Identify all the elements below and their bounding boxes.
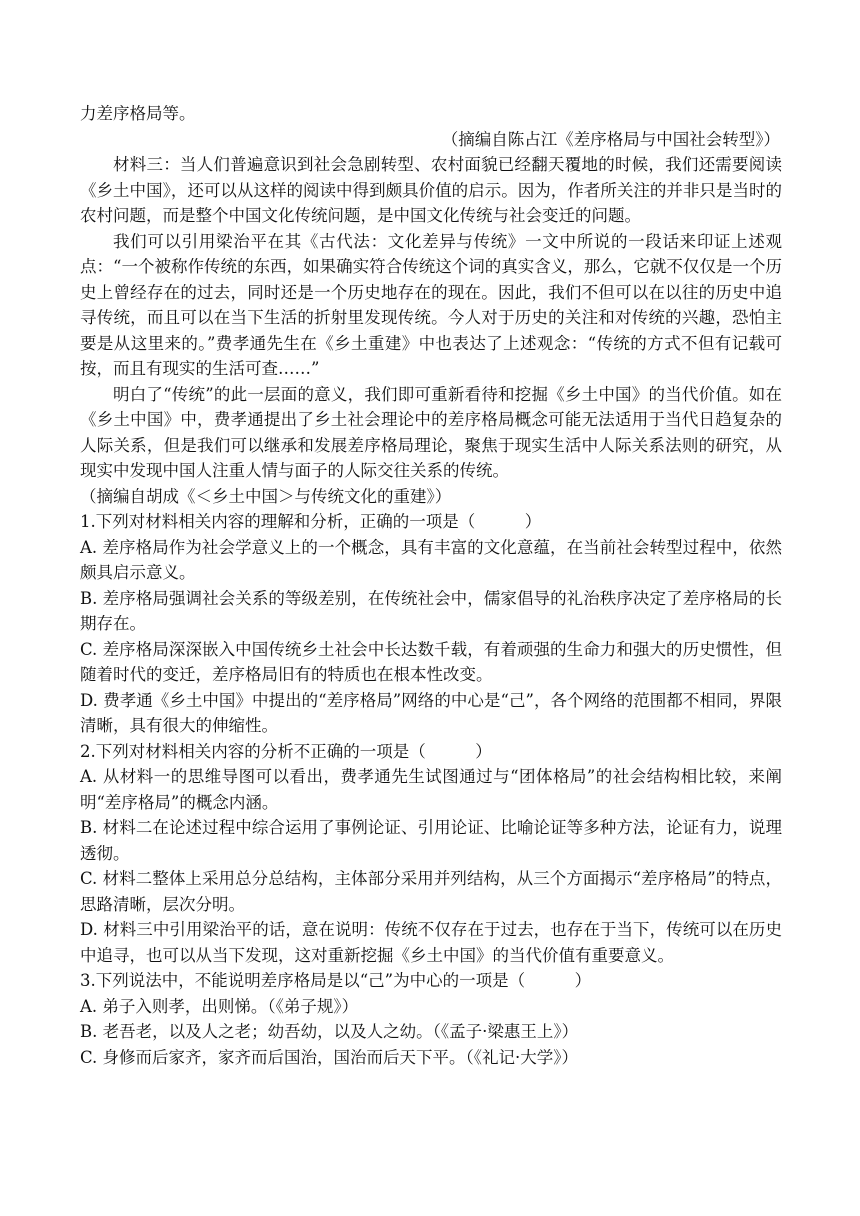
option-a: A. 差序格局作为社会学意义上的一个概念，具有丰富的文化意蕴，在当前社会转型过程中，依然颇具启示意义。 xyxy=(80,537,782,582)
option-c: C. 差序格局深深嵌入中国传统乡土社会中长达数千载，有着顽强的生命力和强大的历史惯性，但随着时代的变迁，差序格局旧有的特质也在根本性改变。 xyxy=(80,639,782,684)
question-stem: 2.下列对材料相关内容的分析不正确的一项是（ ） xyxy=(80,741,492,761)
paragraph-tradition-meaning: 明白了“传统”的此一层面的意义，我们即可重新看待和挖掘《乡土中国》的当代价值。如在《乡土中国》中，费孝通提出了乡土社会理论中的差序格局概念可能无法适用于当代日趋复杂的人际关系，但是我们可以继承和发展差序格局理论，聚焦于现实生活中人际关系法则的研究，从现实中发现中国人注重人情与面子的人际交往关系的传统。 xyxy=(80,384,782,480)
paragraph-continuation: 力差序格局等。 xyxy=(80,104,196,123)
question-1 xyxy=(80,509,782,739)
document-page xyxy=(80,101,782,1070)
option-b: B. 差序格局强调社会关系的等级差别，在传统社会中，儒家倡导的礼治秩序决定了差序格局的长期存在。 xyxy=(80,588,782,633)
option-a: A. 从材料一的思维导图可以看出，费孝通先生试图通过与“团体格局”的社会结构相比较，来阐明“差序格局”的概念内涵。 xyxy=(80,767,782,812)
option-c: C. 身修而后家齐，家齐而后国治，国治而后天下平。（《礼记·大学》） xyxy=(80,1047,579,1067)
question-3 xyxy=(80,968,782,1070)
paragraph-liang-quote: 我们可以引用梁治平在其《古代法：文化差异与传统》一文中所说的一段话来印证上述观点：“一个被称作传统的东西，如果确实符合传统这个词的真实含义，那么，它就不仅仅是一个历史上曾经存在的过去，同时还是一个历史地存在的现在。因此，我们不但可以在以往的历史中追寻传统，而且可以在当下生活的折射里发现传统。今人对于历史的关注和对传统的兴趣，恐怕主要是从这里来的。”费孝通先生在《乡土重建》中也表达了上述观念：“传统的方式不但有记载可按，而且有现实的生活可查……” xyxy=(80,231,782,378)
question-stem: 1.下列对材料相关内容的理解和分析，正确的一项是（ ） xyxy=(80,512,542,531)
paragraph-material-3: 材料三：当人们普遍意识到社会急剧转型、农村面貌已经翻天覆地的时候，我们还需要阅读《乡土中国》，还可以从这样的阅读中得到颇具价值的启示。因为，作者所关注的并非只是当时的农村问题，而是整个中国文化传统问题，是中国文化传统与社会变迁的问题。 xyxy=(80,155,782,225)
question-2 xyxy=(80,739,782,969)
option-d: D. 费孝通《乡土中国》中提出的“差序格局”网络的中心是“己”，各个网络的范围都不相同，界限清晰，具有很大的伸缩性。 xyxy=(80,690,782,735)
option-b: B. 材料二在论述过程中综合运用了事例论证、引用论证、比喻论证等多种方法，论证有力，说理透彻。 xyxy=(80,818,782,863)
question-stem: 3.下列说法中，不能说明差序格局是以“己”为中心的一项是（ ） xyxy=(80,971,592,990)
source-citation-1: （摘编自陈占江《差序格局与中国社会转型》） xyxy=(441,129,780,149)
option-a: A. 弟子入则孝，出则悌。（《弟子规》） xyxy=(80,996,359,1016)
option-c: C. 材料二整体上采用总分总结构，主体部分采用并列结构，从三个方面揭示“差序格局”的特点，思路清晰，层次分明。 xyxy=(80,869,782,914)
option-b: B. 老吾老，以及人之老；幼吾幼，以及人之幼。（《孟子·梁惠王上》） xyxy=(80,1022,579,1041)
source-citation-2: （摘编自胡成《＜乡土中国＞与传统文化的重建》） xyxy=(80,486,452,506)
option-d: D. 材料三中引用梁治平的话，意在说明：传统不仅存在于过去，也存在于当下，传统可以在历史中追寻，也可以从当下发现，这对重新挖掘《乡土中国》的当代价值有重要意义。 xyxy=(80,920,782,965)
